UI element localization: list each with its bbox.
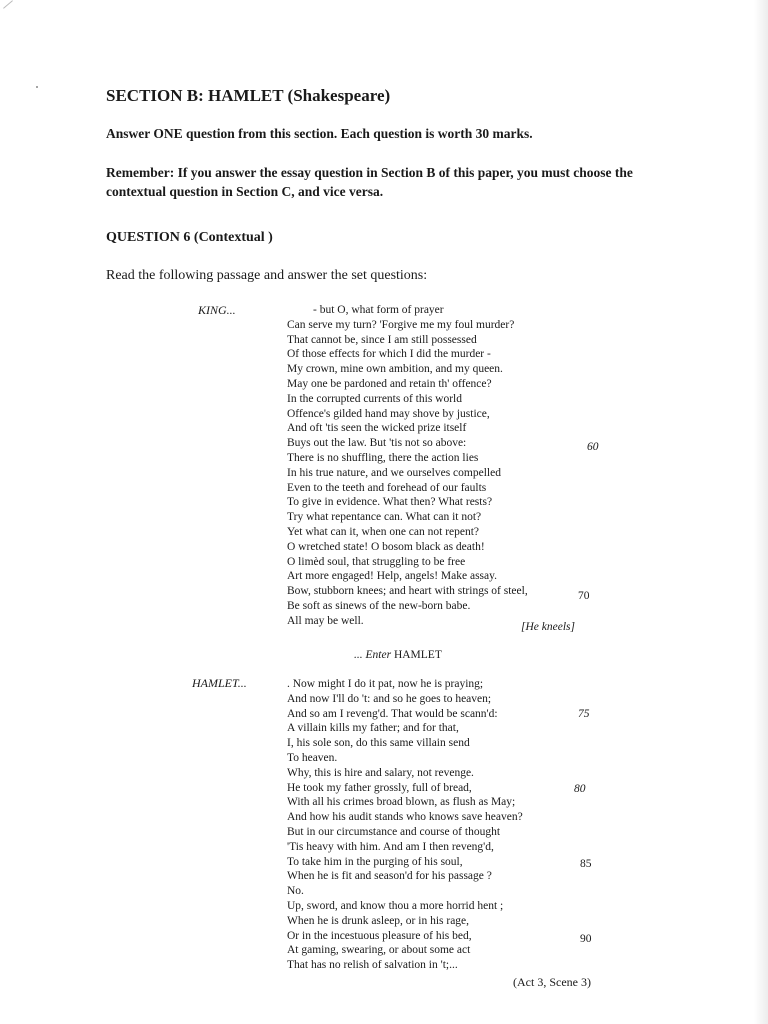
stage-direction-kneels: [He kneels] — [521, 621, 575, 633]
verse-line: And now I'll do 't: and so he goes to heaven; — [287, 692, 492, 705]
verse-line: At gaming, swearing, or about some act — [287, 944, 471, 957]
scan-speck — [36, 86, 38, 88]
verse-line: Can serve my turn? 'Forgive me my foul murder? — [287, 318, 515, 331]
question-title: QUESTION 6 (Contextual ) — [106, 230, 273, 245]
verse-line: And so am I reveng'd. That would be scann'd: — [287, 707, 498, 720]
read-instruction: Read the following passage and answer the set questions: — [106, 268, 428, 283]
verse-line: Even to the teeth and forehead of our faults — [287, 481, 487, 494]
scan-mark — [3, 0, 13, 8]
verse-line: When he is fit and season'd for his passage ? — [287, 870, 492, 883]
verse-line: He took my father grossly, full of bread, — [287, 781, 472, 794]
verse-line: And how his audit stands who knows save heaven? — [287, 811, 523, 824]
line-number: 85 — [580, 858, 592, 870]
verse-line: And oft 'tis seen the wicked prize itself — [287, 422, 467, 435]
verse-line: I, his sole son, do this same villain send — [287, 737, 470, 750]
verse-line: Or in the incestuous pleasure of his bed, — [287, 929, 472, 942]
verse-line: There is no shuffling, there the action lies — [287, 451, 479, 464]
speaker-king: KING... — [198, 303, 236, 317]
verse-line: When he is drunk asleep, or in his rage, — [287, 914, 470, 927]
page-edge-shadow — [754, 0, 768, 1024]
verse-line: Why, this is hire and salary, not revenge. — [287, 766, 474, 779]
verse-line: Be soft as sinews of the new-born babe. — [287, 599, 471, 612]
king-speech — [287, 303, 528, 629]
verse-line: But in our circumstance and course of thought — [287, 825, 501, 838]
verse-line: May one be pardoned and retain th' offence? — [287, 377, 492, 390]
verse-line: O limèd soul, that struggling to be free — [287, 555, 466, 568]
section-title: SECTION B: HAMLET (Shakespeare) — [106, 86, 391, 105]
verse-line: Buys out the law. But 'tis not so above: — [287, 437, 467, 450]
verse-line: 'Tis heavy with him. And am I then reveng'd, — [287, 840, 494, 853]
verse-line: Try what repentance can. What can it not? — [287, 511, 482, 524]
verse-line: Bow, stubborn knees; and heart with strings of steel, — [287, 585, 528, 598]
instruction-text: Answer ONE question from this section. Each question is worth 30 marks. — [106, 126, 533, 141]
verse-line: To give in evidence. What then? What rests? — [287, 496, 493, 509]
verse-line: No. — [287, 885, 304, 898]
stage-direction-enter — [354, 648, 442, 663]
verse-line: To heaven. — [287, 751, 338, 764]
line-number: 90 — [580, 933, 592, 945]
verse-line: To take him in the purging of his soul, — [287, 855, 463, 868]
line-number: 60 — [587, 441, 599, 453]
line-number: 70 — [578, 590, 590, 602]
line-number: 75 — [578, 708, 590, 720]
verse-line: A villain kills my father; and for that, — [287, 722, 459, 735]
verse-line: My crown, mine own ambition, and my queen. — [287, 363, 503, 376]
enter-name: HAMLET — [393, 649, 442, 661]
verse-line: That cannot be, since I am still possessed — [287, 333, 477, 346]
hamlet-speech — [287, 677, 523, 973]
verse-line: O wretched state! O bosom black as death! — [287, 540, 485, 553]
verse-line: With all his crimes broad blown, as flush as May; — [287, 796, 516, 809]
verse-line: That has no relish of salvation in 't;... — [287, 959, 458, 972]
source-reference: (Act 3, Scene 3) — [513, 975, 591, 989]
verse-line: Art more engaged! Help, angels! Make assay. — [287, 570, 498, 583]
verse-line: Yet what can it, when one can not repent? — [287, 525, 480, 538]
verse-line: Of those effects for which I did the murder - — [287, 348, 491, 361]
verse-line: - but O, what form of prayer — [313, 304, 444, 316]
enter-prefix: ... Enter — [354, 649, 392, 661]
verse-line: . Now might I do it pat, now he is praying; — [287, 678, 484, 690]
verse-line: All may be well. — [287, 614, 364, 627]
verse-line: In his true nature, and we ourselves compelled — [287, 466, 501, 479]
verse-line: In the corrupted currents of this world — [287, 392, 463, 405]
verse-line: Up, sword, and know thou a more horrid hent ; — [287, 899, 504, 912]
remember-note: Remember: If you answer the essay question in Section B of this paper, you must choose the contextual question in Section C, and vice versa. — [106, 165, 633, 199]
verse-line: Offence's gilded hand may shove by justice, — [287, 407, 490, 420]
speaker-hamlet: HAMLET... — [192, 676, 247, 690]
line-number: 80 — [574, 783, 586, 795]
